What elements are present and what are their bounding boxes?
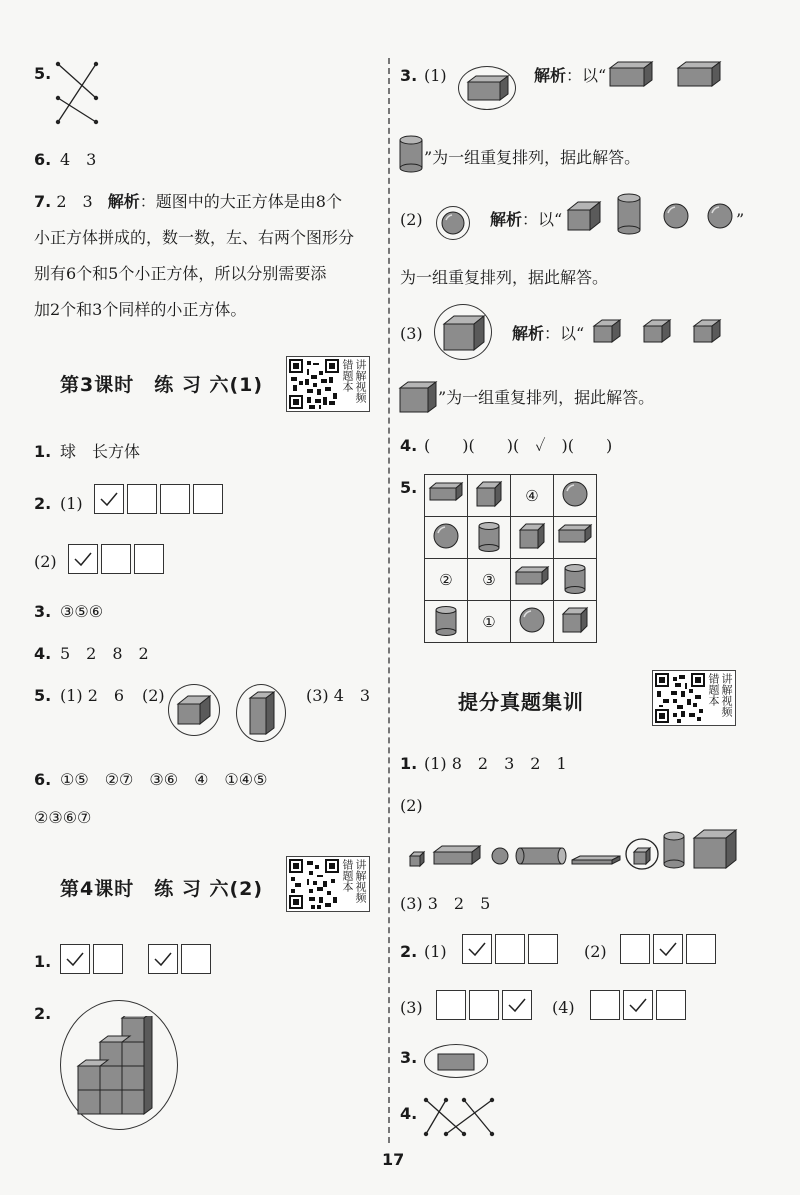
qr-labels [707,671,733,725]
sphere-icon [706,202,734,230]
grid-cell-cylinder [425,601,468,643]
r-q3-p3-jiexi: 解析 [512,324,545,343]
r-q3-part2-label: (2) [400,210,423,229]
cube-icon [557,604,593,636]
l3-q4-answer: 5 2 8 2 [60,644,149,663]
r-q3-p1-prefix: ：以“ [566,66,607,85]
checkbox-checked[interactable] [623,990,653,1020]
cube-icon [642,318,672,344]
s-q2-boxes-4 [590,990,689,1020]
grid-cell-number: ② [425,559,468,601]
cube-icon [566,200,602,232]
r-q5-number: 5. [400,478,418,497]
checkbox-checked[interactable] [148,944,178,974]
l3-q3-number: 3. [34,602,52,621]
grid-cell-cube [554,601,597,643]
cube-icon [471,478,507,510]
checkbox-empty[interactable] [127,484,157,514]
q7-line3: 别有6个和5个小正方体，所以分别需要添 [34,264,327,283]
checkmark-icon [73,551,93,567]
r-q3-p2-suffix: 为一组重复排列，据此解答。 [400,268,609,287]
section-qr-card[interactable] [652,670,736,726]
cube-icon [442,314,486,352]
l3-q6-line1: ①⑤ ②⑦ ③⑥ ④ ①④⑤ [60,770,268,789]
grid-row [425,601,597,643]
s-q1-number: 1. [400,754,418,773]
checkbox-checked[interactable] [68,544,98,574]
s-q2-l4: (4) [552,998,575,1017]
s-q2-l3: (3) [400,998,423,1017]
s-q2-boxes-2 [620,934,719,964]
s-q2-number: 2. [400,942,418,961]
shape-grid-table [424,474,597,643]
l3-q1-answer: 球 长方体 [60,442,141,461]
l3-q1-number: 1. [34,442,52,461]
checkbox-empty[interactable] [436,990,466,1020]
cuboid-icon [557,520,593,552]
checkbox-empty[interactable] [160,484,190,514]
checkmark-icon [658,941,678,957]
rectangle-icon [436,1052,476,1072]
grid-row [425,475,597,517]
grid-cell-cylinder [554,559,597,601]
grid-cell-number: ④ [511,475,554,517]
cuboid-icon [676,60,722,88]
l3-q2-number: 2. [34,494,52,513]
cuboid-icon [608,60,654,88]
r-q3-p3-suffix: ”为一组重复排列，据此解答。 [438,388,655,407]
column-divider [388,58,390,1143]
s-q2-boxes-1 [462,934,561,964]
l3-q5-part3: (3) 4 3 [306,686,371,705]
grid-cell-sphere [511,601,554,643]
s-q1-part1: (1) 8 2 3 2 1 [424,754,567,773]
checkbox-empty[interactable] [181,944,211,974]
checkbox-checked[interactable] [462,934,492,964]
l3-q5-part2-label: (2) [142,686,165,705]
sphere-icon [440,210,466,236]
cube-icon [176,694,212,726]
grid-cell-cuboid [554,517,597,559]
grid-cell-cube [468,475,511,517]
l4-q2-number: 2. [34,1004,52,1023]
cuboid-icon [428,478,464,510]
cube-icon [398,380,438,414]
cuboid-icon [466,74,510,102]
qr-label-errors: 错题本 [341,359,354,392]
cylinder-icon [471,520,507,552]
l3-q2-part1-boxes [94,484,226,514]
sphere-icon [514,604,550,636]
r-q3-part1-label: (1) [424,66,447,85]
checkbox-empty[interactable] [620,934,650,964]
l3-q6-number: 6. [34,770,52,789]
q7-jiexi-label: 解析 [107,192,140,211]
thin-plate-icon [572,856,620,864]
sphere-icon [428,520,464,552]
section-title: 提分真题集训 [458,690,584,714]
q7-answer: 2 3 [56,192,93,211]
grid-cell-number: ① [468,601,511,643]
s-q2-l1: (1) [424,942,447,961]
cylinder-icon [398,134,424,174]
q7-line1: ：题图中的大正方体是由8个 [139,192,342,211]
q6-number: 6. [34,150,52,169]
r-q4-answer: ( )( )( ✓ )( ) [424,436,613,455]
grid-cell-sphere [554,475,597,517]
checkbox-empty[interactable] [495,934,525,964]
qr-code-icon[interactable] [289,359,339,409]
cube-stack-figure [74,1016,164,1120]
checkbox-checked[interactable] [653,934,683,964]
checkbox-empty[interactable] [134,544,164,574]
checkbox-empty[interactable] [590,990,620,1020]
grid-cell-cuboid [425,475,468,517]
s-q1-part3: (3) 3 2 5 [400,894,491,913]
q5-number: 5. [34,64,52,83]
big-cube-icon [694,830,736,868]
l3-q2-part2-label: (2) [34,552,57,571]
shapes-ordering-row [408,826,764,872]
checkbox-checked[interactable] [502,990,532,1020]
r-q3-number: 3. [400,66,418,85]
checkbox-empty[interactable] [469,990,499,1020]
l4-q1-boxes-a [60,944,126,974]
qr-labels [341,357,367,411]
lesson4-title: 第4课时 练 习 六(2) [60,878,264,900]
flat-cuboid-icon [434,846,480,864]
l3-q6-line2: ②③⑥⑦ [34,808,92,827]
sphere-icon [492,848,508,864]
checkbox-empty[interactable] [93,944,123,974]
checkbox-empty[interactable] [528,934,558,964]
cylinder-icon [428,604,464,636]
q7-line4: 加2个和3个同样的小正方体。 [34,300,247,319]
cylinder-icon [616,192,642,236]
r-q3-p3-prefix: ：以“ [544,324,585,343]
matching-lines-figure [420,1096,500,1138]
checkbox-empty[interactable] [656,990,686,1020]
r-q3-p1-jiexi: 解析 [534,66,567,85]
checkbox-checked[interactable] [60,944,90,974]
r-q3-part3-label: (3) [400,324,423,343]
checkmark-icon [99,491,119,507]
workbook-page: 5. 6. 4 3 7. 2 3 解析：题图中的大正方体是由8个 小正方体拼成的，数一数，左、右两个图形分 别有6个和5个小正方体，所以分别需要添 加2个和3个同样的小正方体。 第3课时 练 习 六(1) 讲解视频 错题本 1. 球 长方体 2. (1) (2) 3. ③⑤⑥ 4. 5 2 8 2 5. (1) 2 6 (2) (3) 4 3 6. ①⑤ ②⑦ ③⑥ ④ ①④⑤ ②③⑥⑦ 第4课时 练 习 六(2) 讲解视频 错题本 1. 2. 3. (1) 解析 ：以“ ”为一组重复排列，据此解答。 (2) 解析 ：以“ ” 为一组重复排列，据此解答。 (3) 解析 ：以“ ”为一组重复排列，据此解答。 4. ( )( )( ✓ )( ) 5. ④ ② ③ ① 提分真题集训 讲解视频 错题本 1. (1) 8 2 3 2 1 (2) (3) 3 2 5 2. (1) (2) (3) (4) 3. 4. 17 [0,0,800,1195]
qr-labels [341,857,367,911]
grid-cell-cylinder [468,517,511,559]
cube-icon [634,848,650,864]
small-cube-icon [410,852,424,866]
r-q4-number: 4. [400,436,418,455]
grid-row [425,559,597,601]
cube-icon [592,318,622,344]
q7-line2: 小正方体拼成的，数一数，左、右两个图形分 [34,228,355,247]
qr-code-icon[interactable] [289,859,339,909]
s-q3-number: 3. [400,1048,418,1067]
r-q3-p2-jiexi: 解析 [490,210,523,229]
s-q1-part2-label: (2) [400,796,423,815]
qr-label-errors: 错题本 [707,673,720,706]
lying-cylinder-icon [516,848,566,864]
qr-label-video: 讲解视频 [720,673,733,717]
grid-cell-sphere [425,517,468,559]
checkbox-checked[interactable] [94,484,124,514]
qr-code-icon[interactable] [655,673,705,723]
r-q3-p2-prefix: ：以“ [522,210,563,229]
l3-q2-part2-boxes [68,544,167,574]
page-number: 17 [382,1150,405,1169]
checkbox-empty[interactable] [193,484,223,514]
cylinder-icon [557,562,593,594]
checkmark-icon [507,997,527,1013]
s-q2-l2: (2) [584,942,607,961]
grid-row [425,517,597,559]
checkbox-empty[interactable] [101,544,131,574]
cuboid-icon [514,562,550,594]
checkbox-empty[interactable] [686,934,716,964]
lesson4-qr-card[interactable] [286,856,370,912]
l3-q3-answer: ③⑤⑥ [60,602,104,621]
lesson3-title: 第3课时 练 习 六(1) [60,374,264,396]
cube-icon [514,520,550,552]
checkmark-icon [65,951,85,967]
grid-cell-cube [511,517,554,559]
qr-label-errors: 错题本 [341,859,354,892]
checkmark-icon [628,997,648,1013]
l3-q5-number: 5. [34,686,52,705]
q7-paragraph [34,184,354,328]
l3-q5-part1: (1) 2 6 [60,686,125,705]
cube-icon [692,318,722,344]
s-q2-boxes-3 [436,990,535,1020]
r-q3-p1-suffix: ”为一组重复排列，据此解答。 [424,148,641,167]
s-q4-number: 4. [400,1104,418,1123]
q6-answer: 4 3 [60,150,97,169]
matching-lines-figure [52,60,102,126]
checkmark-icon [467,941,487,957]
l4-q1-boxes-b [148,944,214,974]
q7-number: 7. [34,192,52,211]
grid-cell-cuboid [511,559,554,601]
tall-cuboid-icon [248,690,276,736]
lesson3-qr-card[interactable] [286,356,370,412]
sphere-icon [662,202,690,230]
grid-cell-number: ③ [468,559,511,601]
l3-q2-part1-label: (1) [60,494,83,513]
sphere-icon [557,478,593,510]
l3-q4-number: 4. [34,644,52,663]
qr-label-video: 讲解视频 [354,359,367,403]
checkmark-icon [153,951,173,967]
qr-label-video: 讲解视频 [354,859,367,903]
cylinder-icon [664,832,684,868]
l4-q1-number: 1. [34,952,52,971]
